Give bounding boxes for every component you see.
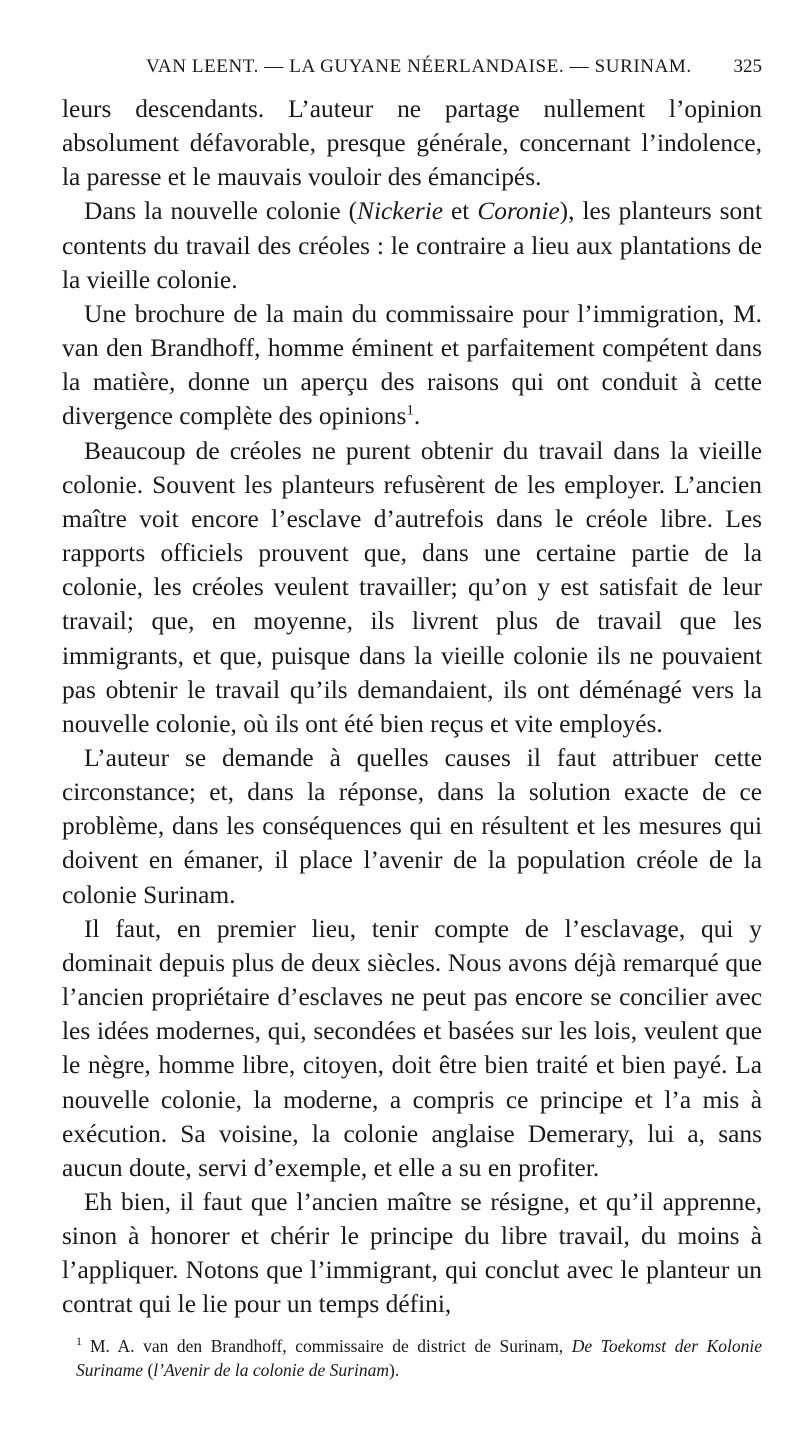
paragraph — [62, 434, 762, 741]
paragraph-text: et — [443, 197, 478, 226]
paragraph-text: Dans la nouvelle colonie ( — [84, 197, 358, 226]
paragraph — [62, 194, 762, 296]
paragraph-text: Nickerie — [357, 197, 444, 226]
running-head — [62, 56, 762, 90]
page-number: 325 — [733, 56, 762, 77]
paragraph — [62, 912, 762, 1185]
footnote-text: l’Avenir de la colonie de Surinam — [153, 1359, 389, 1380]
paragraph-text: Eh bien, il faut que l’ancien maître se résigne, et qu’il apprenne, sinon à honorer et chérir le principe du libre travail, du moins à l’appliquer. Notons que l’immigrant, qui conclut avec le planteur un contrat qui le lie pour un temps défini, — [62, 1188, 762, 1319]
paragraph-text: . — [413, 402, 421, 431]
footnote-mark: 1 — [76, 1333, 82, 1348]
paragraph-text: ), les planteurs sont contents du travail des créoles : le contraire a lieu aux plantations de la vieille colonie. — [62, 197, 762, 294]
running-title: VAN LEENT. — LA GUYANE NÉERLANDAISE. — SURINAM. — [146, 56, 692, 77]
footnote-text: ( — [143, 1359, 154, 1380]
paragraph — [62, 297, 762, 434]
paragraph-text: Coronie — [477, 197, 560, 226]
body-text — [62, 92, 762, 1322]
paragraph-text: Beaucoup de créoles ne purent obtenir du travail dans la vieille colonie. Souvent les planteurs refusèrent de les employer. L’ancien maître voit encore l’esclave d’autrefois dans le créole libre. Les rapports officiels prouvent que, dans une certaine partie de la colonie, les créoles veulent travailler; qu’on y est satisfait de leur travail; que, en moyenne, ils livrent plus de travail que les immigrants, et que, puisque dans la vieille colonie ils ne pouvaient pas obtenir le travail qu’ils demandaient, ils ont déménagé vers la nouvelle colonie, où ils ont été bien reçus et vite employés. — [62, 436, 762, 738]
paragraph-text: L’auteur se demande à quelles causes il faut attribuer cette circonstance; et, dans la réponse, dans la solution exacte de ce problème, dans les conséquences qui en résultent et les mesures qui doivent en émaner, il place l’avenir de la population créole de la colonie Surinam. — [62, 743, 762, 909]
footnote — [62, 1334, 762, 1382]
paragraph-text: Il faut, en premier lieu, tenir compte de l’esclavage, qui y dominait depuis plus de deux siècles. Nous avons déjà remarqué que l’ancien propriétaire d’esclaves ne peut pas encore se concilier avec les idées modernes, qui, secondées et basées sur les lois, veulent que le nègre, homme libre, citoyen, doit être bien traité et bien payé. La nouvelle colonie, la moderne, a compris ce principe et l’a mis à exécution. Sa voisine, la colonie anglaise Demerary, lui a, sans aucun doute, servi d’exemple, et elle a su en profiter. — [62, 914, 762, 1182]
paragraph-text: Une brochure de la main du commissaire pour l’immigration, M. van den Brandhoff, homme éminent et parfaitement compétent dans la matière, donne un aperçu des raisons qui ont conduit à cette divergence complète des opinions — [62, 299, 762, 431]
paragraph — [62, 741, 762, 912]
footnote-text: M. A. van den Brandhoff, commissaire de district de Surinam, — [90, 1335, 572, 1356]
footnote-reference: 1 — [406, 402, 414, 419]
paragraph-text: leurs descendants. L’auteur ne partage nullement l’opinion absolument défavorable, presque générale, concernant l’indolence, la paresse et le mauvais vouloir des émancipés. — [62, 95, 762, 192]
footnote-text: De Toekomst der Kolonie Suriname — [76, 1335, 762, 1380]
paragraph — [62, 92, 762, 194]
footnote-text: ). — [389, 1359, 400, 1380]
paragraph — [62, 1185, 762, 1322]
